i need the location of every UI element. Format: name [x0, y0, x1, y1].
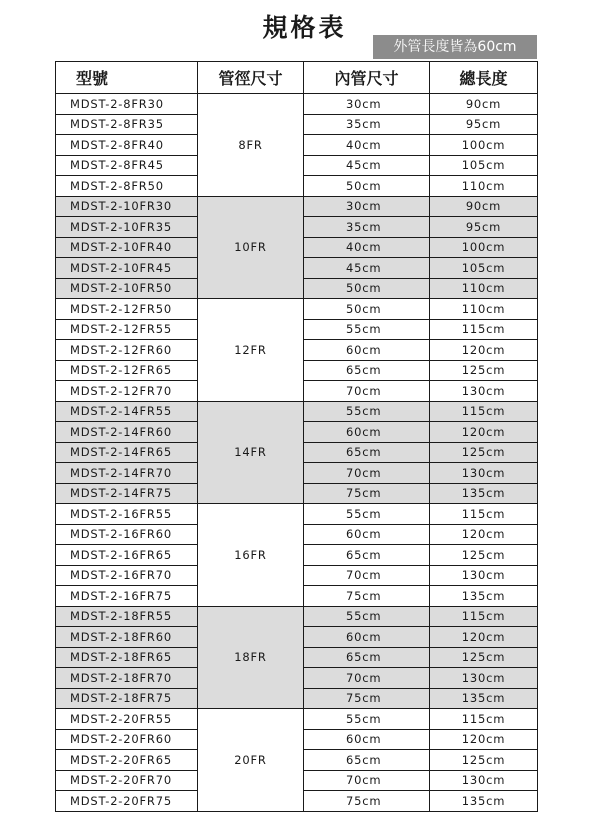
inner-size-cell: 60cm	[304, 729, 430, 750]
total-length-cell: 105cm	[430, 155, 538, 176]
total-length-cell: 135cm	[430, 586, 538, 607]
outer-tube-note-badge: 外管長度皆為60cm	[373, 35, 537, 59]
header-inner-size: 內管尺寸	[304, 62, 430, 94]
total-length-cell: 125cm	[430, 750, 538, 771]
total-length-cell: 125cm	[430, 442, 538, 463]
model-cell: MDST-2-20FR55	[56, 709, 198, 730]
model-cell: MDST-2-12FR70	[56, 381, 198, 402]
inner-size-cell: 60cm	[304, 627, 430, 648]
inner-size-cell: 75cm	[304, 483, 430, 504]
total-length-cell: 130cm	[430, 565, 538, 586]
total-length-cell: 90cm	[430, 94, 538, 115]
total-length-cell: 120cm	[430, 627, 538, 648]
header-model: 型號	[56, 62, 198, 94]
model-cell: MDST-2-10FR50	[56, 278, 198, 299]
inner-size-cell: 70cm	[304, 565, 430, 586]
spec-table-body	[56, 94, 538, 812]
tube-size-cell: 8FR	[198, 94, 304, 197]
total-length-cell: 120cm	[430, 524, 538, 545]
inner-size-cell: 60cm	[304, 524, 430, 545]
total-length-cell: 100cm	[430, 135, 538, 156]
spec-table	[55, 61, 538, 812]
inner-size-cell: 45cm	[304, 155, 430, 176]
total-length-cell: 120cm	[430, 729, 538, 750]
model-cell: MDST-2-16FR65	[56, 545, 198, 566]
inner-size-cell: 35cm	[304, 217, 430, 238]
total-length-cell: 135cm	[430, 483, 538, 504]
total-length-cell: 105cm	[430, 258, 538, 279]
total-length-cell: 110cm	[430, 299, 538, 320]
model-cell: MDST-2-16FR60	[56, 524, 198, 545]
model-cell: MDST-2-8FR30	[56, 94, 198, 115]
inner-size-cell: 50cm	[304, 176, 430, 197]
inner-size-cell: 50cm	[304, 299, 430, 320]
table-row	[56, 401, 538, 422]
inner-size-cell: 70cm	[304, 381, 430, 402]
inner-size-cell: 35cm	[304, 114, 430, 135]
model-cell: MDST-2-14FR75	[56, 483, 198, 504]
inner-size-cell: 65cm	[304, 750, 430, 771]
total-length-cell: 130cm	[430, 668, 538, 689]
total-length-cell: 120cm	[430, 340, 538, 361]
model-cell: MDST-2-14FR55	[56, 401, 198, 422]
inner-size-cell: 75cm	[304, 791, 430, 812]
model-cell: MDST-2-18FR65	[56, 647, 198, 668]
inner-size-cell: 30cm	[304, 94, 430, 115]
model-cell: MDST-2-12FR50	[56, 299, 198, 320]
inner-size-cell: 60cm	[304, 422, 430, 443]
inner-size-cell: 70cm	[304, 770, 430, 791]
total-length-cell: 115cm	[430, 504, 538, 525]
tube-size-cell: 10FR	[198, 196, 304, 299]
total-length-cell: 130cm	[430, 770, 538, 791]
model-cell: MDST-2-14FR65	[56, 442, 198, 463]
inner-size-cell: 75cm	[304, 586, 430, 607]
model-cell: MDST-2-8FR40	[56, 135, 198, 156]
total-length-cell: 90cm	[430, 196, 538, 217]
table-row	[56, 94, 538, 115]
model-cell: MDST-2-12FR65	[56, 360, 198, 381]
total-length-cell: 130cm	[430, 381, 538, 402]
total-length-cell: 115cm	[430, 401, 538, 422]
inner-size-cell: 70cm	[304, 463, 430, 484]
model-cell: MDST-2-18FR60	[56, 627, 198, 648]
model-cell: MDST-2-8FR50	[56, 176, 198, 197]
model-cell: MDST-2-18FR70	[56, 668, 198, 689]
table-row	[56, 504, 538, 525]
page-title: 規格表	[262, 13, 347, 42]
total-length-cell: 120cm	[430, 422, 538, 443]
inner-size-cell: 65cm	[304, 442, 430, 463]
inner-size-cell: 55cm	[304, 606, 430, 627]
inner-size-cell: 55cm	[304, 401, 430, 422]
inner-size-cell: 55cm	[304, 709, 430, 730]
tube-size-cell: 14FR	[198, 401, 304, 504]
inner-size-cell: 30cm	[304, 196, 430, 217]
total-length-cell: 95cm	[430, 114, 538, 135]
total-length-cell: 125cm	[430, 360, 538, 381]
table-header-row	[56, 62, 538, 94]
model-cell: MDST-2-20FR60	[56, 729, 198, 750]
model-cell: MDST-2-10FR30	[56, 196, 198, 217]
model-cell: MDST-2-20FR75	[56, 791, 198, 812]
model-cell: MDST-2-18FR75	[56, 688, 198, 709]
inner-size-cell: 50cm	[304, 278, 430, 299]
model-cell: MDST-2-20FR70	[56, 770, 198, 791]
model-cell: MDST-2-12FR55	[56, 319, 198, 340]
total-length-cell: 135cm	[430, 688, 538, 709]
model-cell: MDST-2-8FR45	[56, 155, 198, 176]
model-cell: MDST-2-10FR40	[56, 237, 198, 258]
tube-size-cell: 12FR	[198, 299, 304, 402]
tube-size-cell: 20FR	[198, 709, 304, 812]
inner-size-cell: 45cm	[304, 258, 430, 279]
total-length-cell: 130cm	[430, 463, 538, 484]
model-cell: MDST-2-16FR55	[56, 504, 198, 525]
total-length-cell: 115cm	[430, 319, 538, 340]
total-length-cell: 110cm	[430, 176, 538, 197]
header-tube-size: 管徑尺寸	[198, 62, 304, 94]
total-length-cell: 115cm	[430, 709, 538, 730]
model-cell: MDST-2-12FR60	[56, 340, 198, 361]
total-length-cell: 125cm	[430, 545, 538, 566]
model-cell: MDST-2-18FR55	[56, 606, 198, 627]
inner-size-cell: 70cm	[304, 668, 430, 689]
model-cell: MDST-2-16FR70	[56, 565, 198, 586]
total-length-cell: 125cm	[430, 647, 538, 668]
inner-size-cell: 75cm	[304, 688, 430, 709]
tube-size-cell: 16FR	[198, 504, 304, 607]
total-length-cell: 100cm	[430, 237, 538, 258]
table-row	[56, 196, 538, 217]
model-cell: MDST-2-16FR75	[56, 586, 198, 607]
model-cell: MDST-2-14FR60	[56, 422, 198, 443]
total-length-cell: 115cm	[430, 606, 538, 627]
table-row	[56, 709, 538, 730]
model-cell: MDST-2-10FR45	[56, 258, 198, 279]
table-row	[56, 606, 538, 627]
inner-size-cell: 40cm	[304, 135, 430, 156]
model-cell: MDST-2-10FR35	[56, 217, 198, 238]
header-total-length: 總長度	[430, 62, 538, 94]
inner-size-cell: 65cm	[304, 647, 430, 668]
tube-size-cell: 18FR	[198, 606, 304, 709]
inner-size-cell: 55cm	[304, 319, 430, 340]
total-length-cell: 95cm	[430, 217, 538, 238]
model-cell: MDST-2-14FR70	[56, 463, 198, 484]
inner-size-cell: 40cm	[304, 237, 430, 258]
inner-size-cell: 60cm	[304, 340, 430, 361]
inner-size-cell: 65cm	[304, 360, 430, 381]
total-length-cell: 110cm	[430, 278, 538, 299]
table-row	[56, 299, 538, 320]
model-cell: MDST-2-8FR35	[56, 114, 198, 135]
inner-size-cell: 65cm	[304, 545, 430, 566]
inner-size-cell: 55cm	[304, 504, 430, 525]
total-length-cell: 135cm	[430, 791, 538, 812]
model-cell: MDST-2-20FR65	[56, 750, 198, 771]
